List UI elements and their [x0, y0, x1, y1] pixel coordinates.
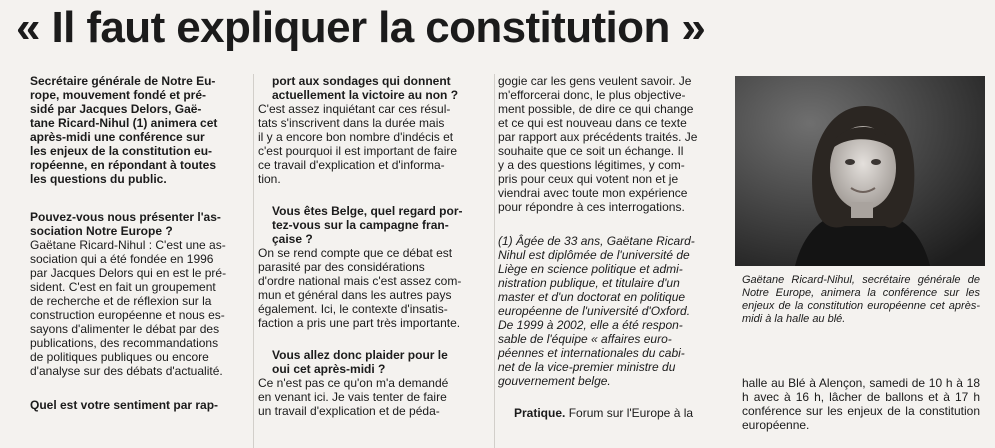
- answer-3: On se rend compte que ce débat est parasité par des considérations d'ordre national mais c'est assez com- mun et général dans les autres pays également. Ici, le contexte d'insatis- faction a pris une part très importante.: [258, 246, 462, 330]
- pratique-label: Pratique.: [514, 406, 566, 420]
- column-3: [498, 74, 730, 420]
- intro-paragraph: Secrétaire générale de Notre Eu- rope, mouvement fondé et pré- sidé par Jacques Delors, Gaë- tane Ricard-Nihul (1) animera cet après-midi une conférence sur les enjeux de la constitution eu- ropéenne, en répondant à toutes les questions du public.: [30, 74, 218, 186]
- pratique-text: Forum sur l'Europe à la: [565, 406, 694, 420]
- column-rule: [253, 74, 254, 448]
- headline: « Il faut expliquer la constitution »: [16, 3, 706, 52]
- photo-caption: Gaëtane Ricard-Nihul, secrétaire générale de Notre Europe, animera la conférence sur les enjeux de la constitution européenne cet après-midi à la halle au blé.: [742, 274, 980, 325]
- column-2: [258, 74, 488, 418]
- question-2-end: port aux sondages qui donnent actuellement la victoire au non ?: [272, 74, 459, 102]
- biography-footnote: (1) Âgée de 33 ans, Gaëtane Ricard- Nihul est diplômée de l'université de Liège en science politique et admi- nistration publique, et titulaire d'un master et d'un doctorat en politique européenne de l'université d'Oxford. De 1999 à 2002, elle a été respon- sable de l'équipe « affaires euro- péennes et internationales du cabi- net de la vice-premier ministre du gouvernement belge.: [498, 234, 695, 388]
- answer-2: C'est assez inquiétant car ces résul- tats s'inscrivent dans la durée mais il y a encore bon nombre d'indécis et c'est pourquoi il est important de faire ce travail d'explication et d'informa- tion.: [258, 102, 458, 186]
- question-2-start: Quel est votre sentiment par rap-: [30, 398, 219, 412]
- column-1: [30, 74, 260, 412]
- portrait-photo: [735, 76, 985, 266]
- answer-4-continued: gogie car les gens veulent savoir. Je m'efforcerai donc, le plus objective- ment possible, de dire ce qui change et ce qui est nouveau dans ce texte par rapport aux précédents traités. Je souhaite que ce soit un échange. Il y a des questions légitimes, y com- pris pour ceux qui votent non et je viendrai avec toute mon expérience pour répondre à ces interrogations.: [498, 74, 698, 214]
- column-4-text: halle au Blé à Alençon, samedi de 10 h à 18 h avec à 16 h, lâcher de ballons et à 17 h conférence sur les enjeux de la constitution européenne.: [742, 376, 980, 432]
- pratique-line: [498, 406, 730, 420]
- question-1: Pouvez-vous nous présenter l'as- sociation Notre Europe ?: [30, 210, 221, 238]
- question-3: Vous êtes Belge, quel regard por- tez-vous sur la campagne fran- çaise ?: [272, 204, 463, 246]
- answer-1: Gaëtane Ricard-Nihul : C'est une as- sociation qui a été fondée en 1996 par Jacques Delors qui en est le pré- sident. C'est en fait un groupement de recherche et de réflexion sur la construction européenne et nous es- sayons d'alimenter le débat par des publications, des recommandations de politiques publiques ou encore d'analyse sur des débats d'actualité.: [30, 238, 227, 378]
- question-4: Vous allez donc plaider pour le oui cet après-midi ?: [272, 348, 448, 376]
- column-rule: [494, 74, 495, 448]
- answer-4: Ce n'est pas ce qu'on m'a demandé en venant ici. Je vais tenter de faire un travail d'explication et de péda-: [258, 376, 449, 418]
